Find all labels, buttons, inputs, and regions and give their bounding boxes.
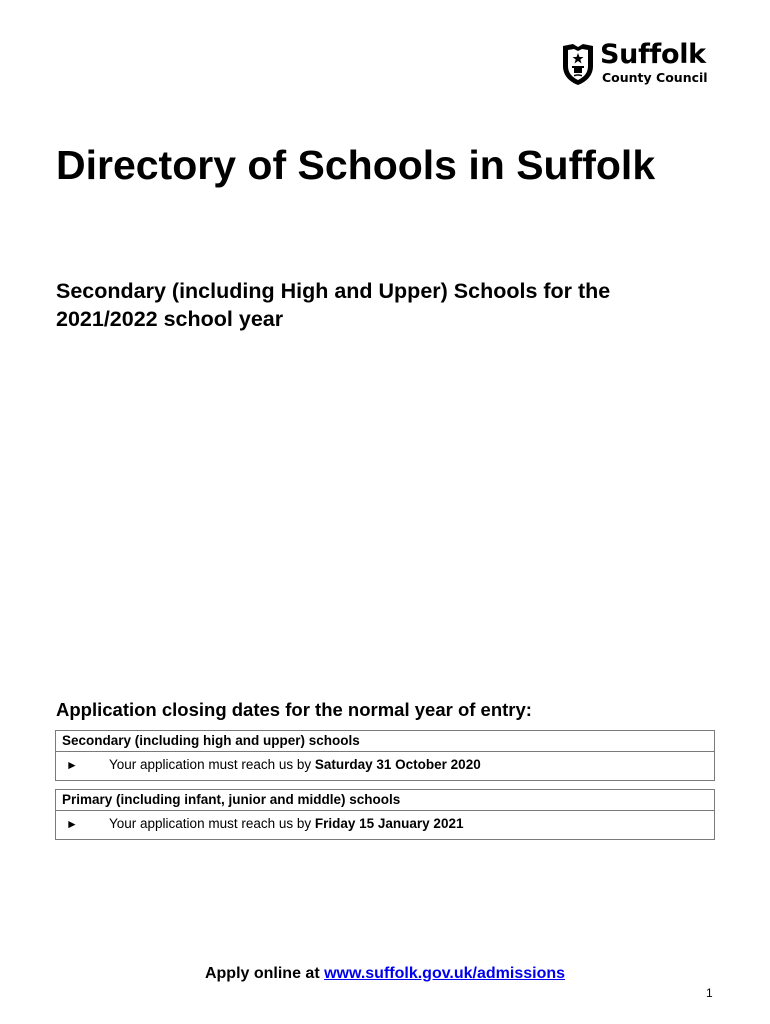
secondary-closing-date-row xyxy=(56,752,714,780)
document-subtitle: Secondary (including High and Upper) Schools for the 2021/2022 school year xyxy=(56,279,611,331)
secondary-box-heading: Secondary (including high and upper) schools xyxy=(56,731,714,752)
primary-closing-date-text xyxy=(109,811,463,837)
secondary-closing-date-text xyxy=(109,752,481,778)
closing-dates-heading: Application closing dates for the normal year of entry: xyxy=(56,699,532,720)
primary-box-heading: Primary (including infant, junior and middle) schools xyxy=(56,790,714,811)
secondary-closing-date: Saturday 31 October 2020 xyxy=(314,757,481,772)
apply-online-line xyxy=(0,963,770,985)
arrow-bullet-icon: ► xyxy=(66,758,78,772)
page-number: 1 xyxy=(706,986,713,1000)
secondary-closing-date-box xyxy=(55,730,715,781)
primary-closing-date-row xyxy=(56,811,714,839)
closing-date-lead: Your application must reach us by xyxy=(109,757,315,772)
apply-online-prefix: Apply online at xyxy=(204,965,325,982)
closing-date-lead: Your application must reach us by xyxy=(109,816,315,831)
arrow-bullet-icon: ► xyxy=(66,817,78,831)
document-title: Directory of Schools in Suffolk xyxy=(56,142,656,188)
logo-name: Suffolk xyxy=(600,39,706,70)
suffolk-county-council-logo xyxy=(560,39,720,86)
suffolk-crest-icon xyxy=(560,42,596,86)
primary-closing-date: Friday 15 January 2021 xyxy=(314,816,464,831)
logo-subtitle: County Council xyxy=(602,70,708,85)
primary-closing-date-box xyxy=(55,789,715,840)
admissions-link[interactable]: www.suffolk.gov.uk/admissions xyxy=(324,965,566,982)
